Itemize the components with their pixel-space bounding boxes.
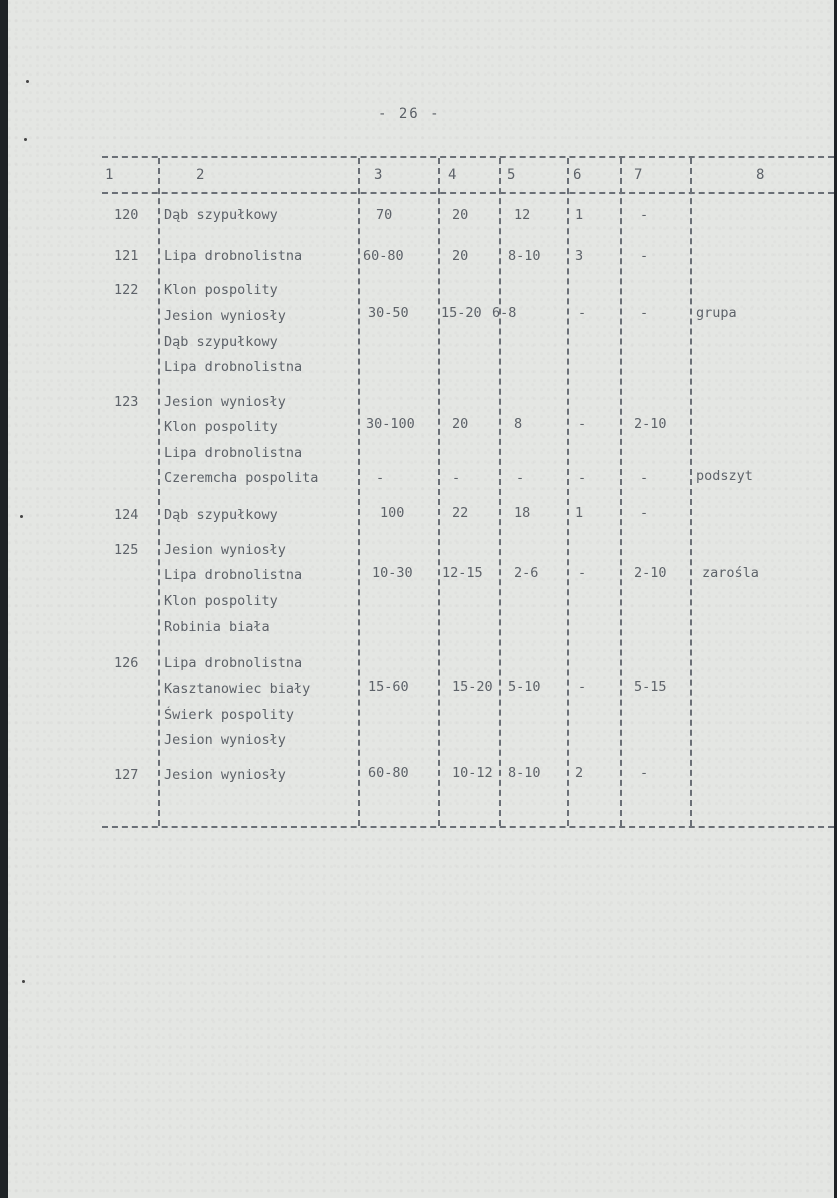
cell-col4: 15-20 (452, 679, 493, 695)
cell-col6: - (578, 305, 587, 321)
cell-col6: 3 (575, 248, 584, 264)
cell-col3: 100 (380, 505, 405, 521)
document-page (8, 0, 834, 1198)
cell-col6: - (578, 416, 587, 432)
column-header: 6 (573, 167, 582, 183)
cell-col4: 20 (452, 207, 469, 223)
row-number: 120 (114, 207, 139, 223)
column-divider (358, 158, 360, 826)
cell-col5: - (516, 470, 525, 486)
cell-col4: 12-15 (442, 565, 483, 581)
column-header: 1 (105, 167, 114, 183)
row-number: 121 (114, 248, 139, 264)
species-name: Klon pospolity (164, 593, 278, 609)
species-name: Jesion wyniosły (164, 394, 286, 410)
row-number: 127 (114, 767, 139, 783)
column-header: 4 (448, 167, 457, 183)
cell-col5: 8-10 (508, 248, 541, 264)
cell-col4: 10-12 (452, 765, 493, 781)
cell-col8: grupa (696, 305, 737, 321)
cell-col3: 10-30 (372, 565, 413, 581)
species-name: Jesion wyniosły (164, 732, 286, 748)
column-divider (567, 158, 569, 826)
column-header: 8 (756, 167, 765, 183)
species-name: Kasztanowiec biały (164, 681, 311, 697)
cell-col3: 30-100 (366, 416, 415, 432)
cell-col7: 2-10 (634, 416, 667, 432)
cell-col5: 5-10 (508, 679, 541, 695)
species-name: Klon pospolity (164, 419, 278, 435)
row-number: 125 (114, 542, 139, 558)
cell-col6: - (578, 679, 587, 695)
paper-speck (22, 980, 25, 983)
cell-col7: - (640, 305, 649, 321)
column-header: 3 (374, 167, 383, 183)
cell-col4: 20 (452, 248, 469, 264)
species-name: Klon pospolity (164, 282, 278, 298)
cell-col3: 70 (376, 207, 393, 223)
species-name: Lipa drobnolistna (164, 248, 303, 264)
column-divider (690, 158, 692, 826)
paper-speck (26, 80, 29, 83)
cell-col4: 20 (452, 416, 469, 432)
cell-col6: 1 (575, 505, 584, 521)
species-name: Dąb szypułkowy (164, 507, 278, 523)
cell-col5: 8 (514, 416, 523, 432)
cell-col4: - (452, 470, 461, 486)
paper-speck (24, 138, 27, 141)
cell-col7: - (640, 248, 649, 264)
row-number: 126 (114, 655, 139, 671)
cell-col7: - (640, 505, 649, 521)
cell-col5: 6-8 (492, 305, 517, 321)
cell-col5: 12 (514, 207, 531, 223)
column-divider (158, 158, 160, 826)
cell-col6: 1 (575, 207, 584, 223)
row-number: 122 (114, 282, 139, 298)
species-name: Czeremcha pospolita (164, 470, 319, 486)
species-name: Jesion wyniosły (164, 767, 286, 783)
species-name: Dąb szypułkowy (164, 207, 278, 223)
cell-col3: 30-50 (368, 305, 409, 321)
cell-col8: zarośla (702, 565, 759, 581)
column-divider (499, 158, 501, 826)
cell-col8: podszyt (696, 468, 753, 484)
species-name: Jesion wyniosły (164, 542, 286, 558)
cell-col5: 18 (514, 505, 531, 521)
cell-col7: - (640, 207, 649, 223)
species-name: Jesion wyniosły (164, 308, 286, 324)
column-header: 2 (196, 167, 205, 183)
cell-col4: 22 (452, 505, 469, 521)
species-name: Dąb szypułkowy (164, 334, 278, 350)
species-name: Lipa drobnolistna (164, 359, 303, 375)
cell-col5: 8-10 (508, 765, 541, 781)
column-divider (438, 158, 440, 826)
species-name: Lipa drobnolistna (164, 445, 303, 461)
cell-col7: - (640, 765, 649, 781)
cell-col6: - (578, 565, 587, 581)
column-header: 7 (634, 167, 643, 183)
row-number: 124 (114, 507, 139, 523)
cell-col6: - (578, 470, 587, 486)
column-divider (620, 158, 622, 826)
cell-col7: 5-15 (634, 679, 667, 695)
page-number: - 26 - (378, 106, 441, 122)
cell-col3: 60-80 (363, 248, 404, 264)
species-name: Lipa drobnolistna (164, 567, 303, 583)
table-top-rule (102, 156, 834, 158)
cell-col4: 15-20 (441, 305, 482, 321)
header-bottom-rule (102, 192, 834, 194)
cell-col6: 2 (575, 765, 584, 781)
species-name: Świerk pospolity (164, 707, 295, 723)
species-name: Lipa drobnolistna (164, 655, 303, 671)
column-header: 5 (507, 167, 516, 183)
table-bottom-rule (102, 826, 834, 828)
cell-col5: 2-6 (514, 565, 539, 581)
cell-col7: 2-10 (634, 565, 667, 581)
row-number: 123 (114, 394, 139, 410)
cell-col3: 60-80 (368, 765, 409, 781)
paper-speck (20, 515, 23, 518)
species-name: Robinia biała (164, 619, 270, 635)
cell-col3: - (376, 470, 385, 486)
cell-col7: - (640, 470, 649, 486)
cell-col3: 15-60 (368, 679, 409, 695)
